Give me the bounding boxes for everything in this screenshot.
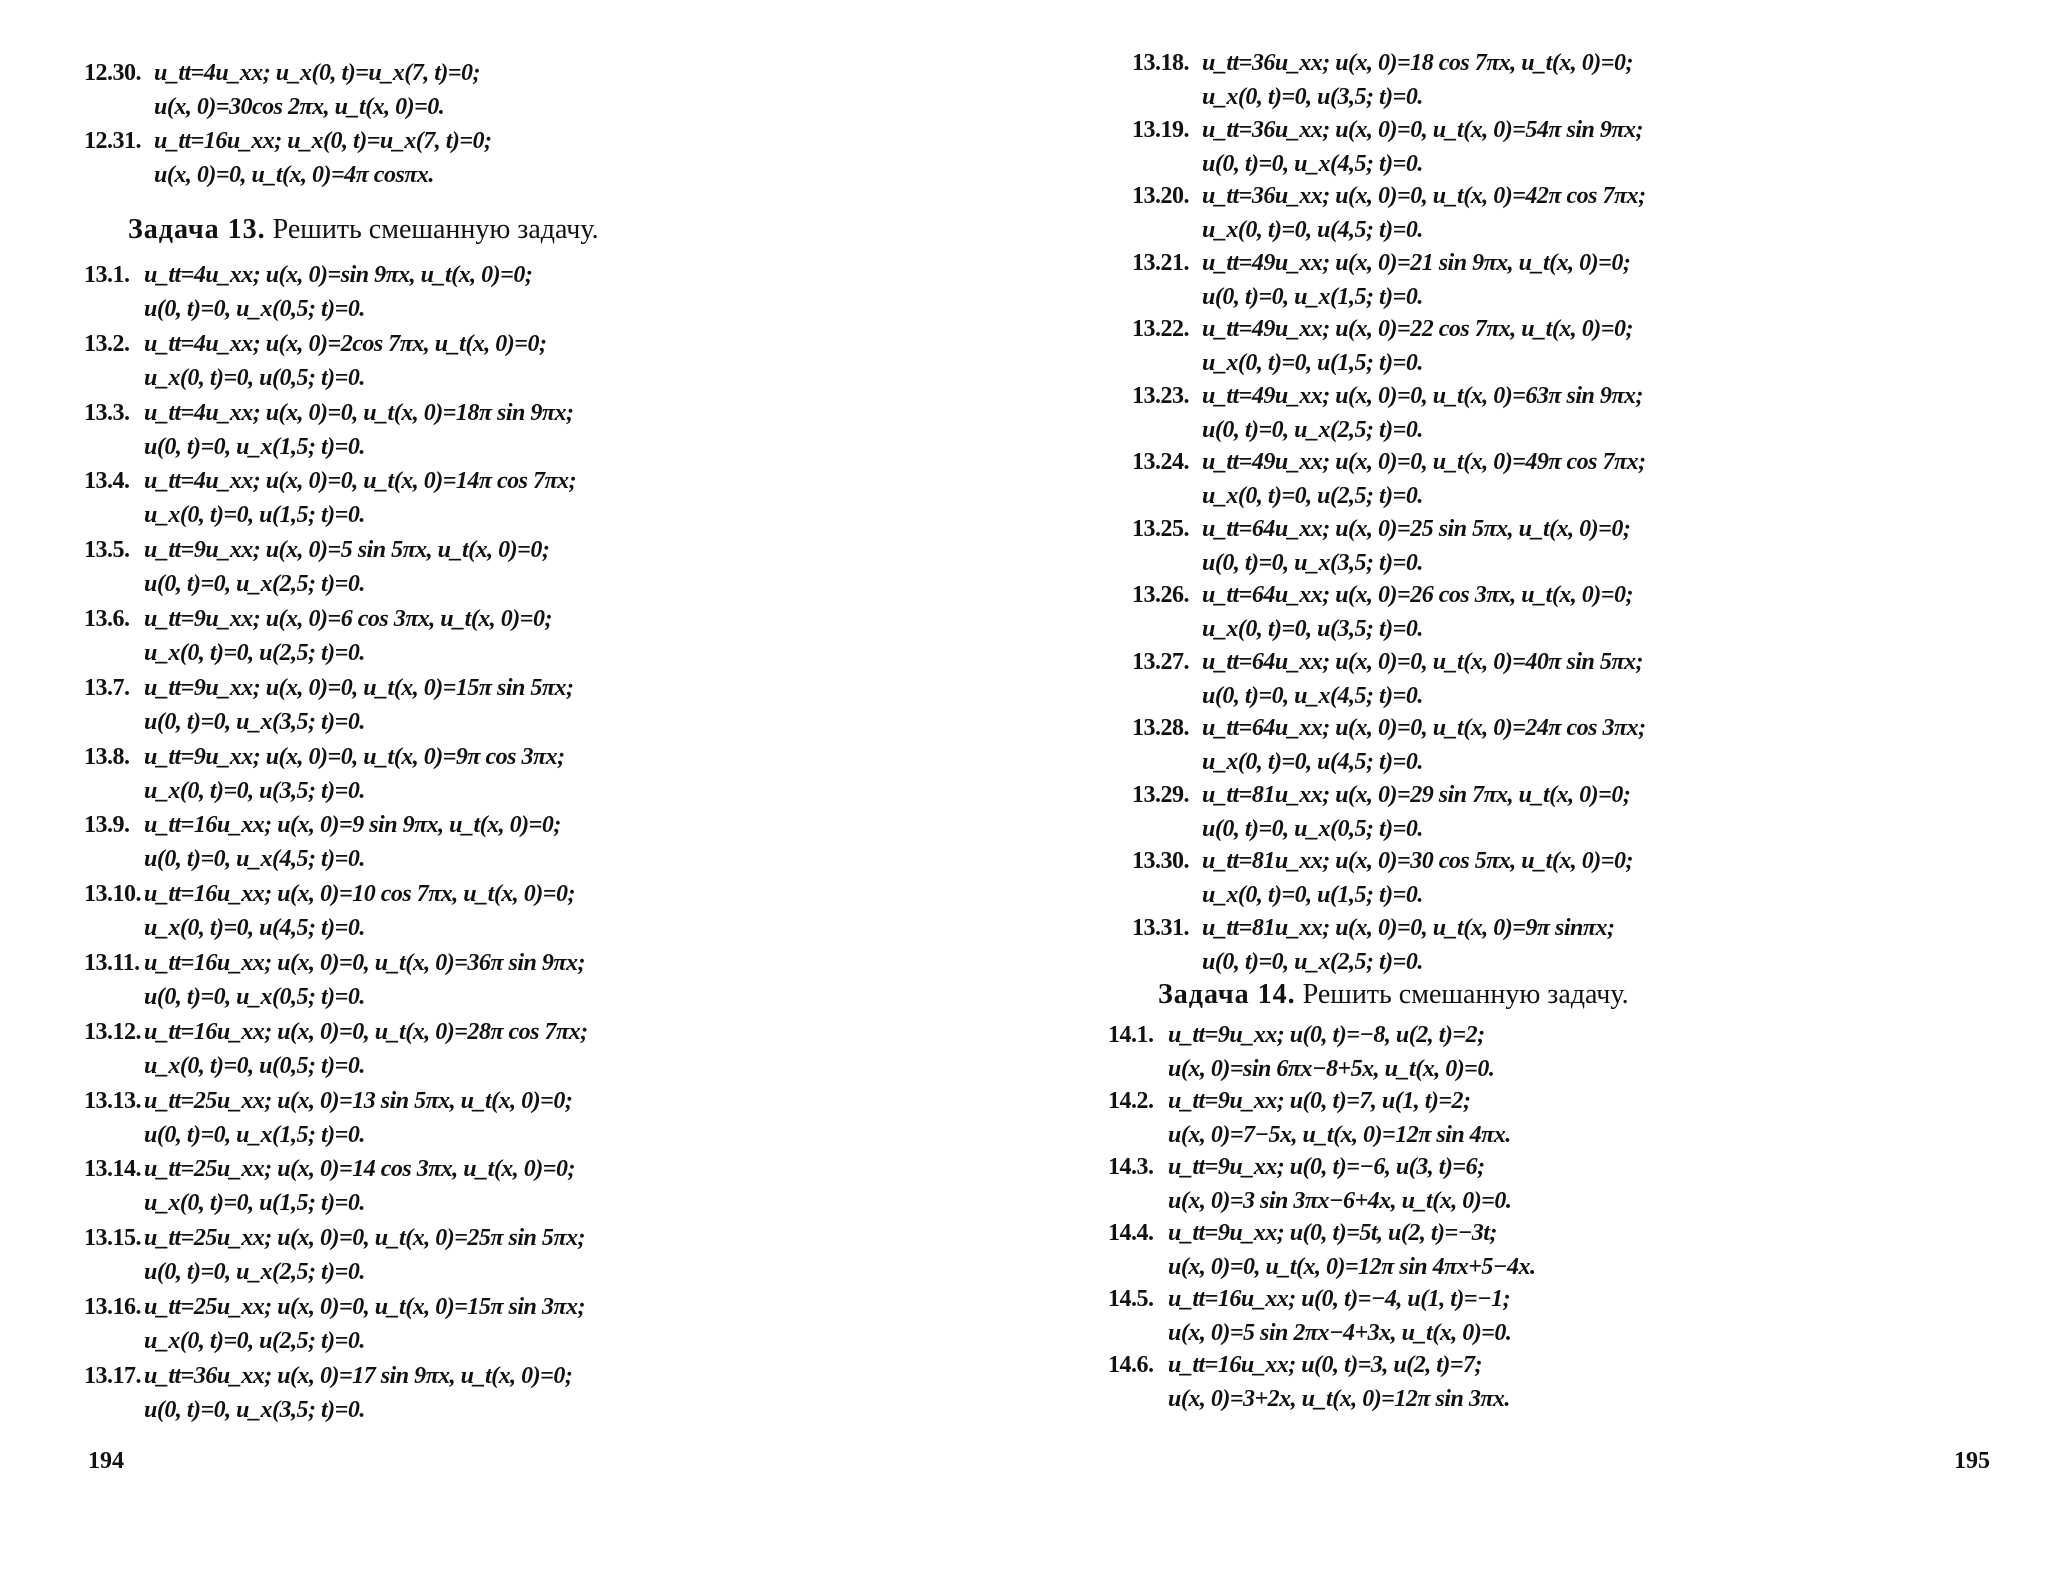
problem-number: 13.22.	[1132, 316, 1189, 342]
conditions-line: u(x, 0)=5 sin 2πx−4+3x, u_t(x, 0)=0.	[1168, 1320, 1512, 1346]
conditions-line: u(0, t)=0, u_x(3,5; t)=0.	[144, 708, 365, 735]
conditions-line: u_x(0, t)=0, u(0,5; t)=0.	[144, 364, 365, 391]
section-heading-13	[128, 212, 599, 248]
heading-label: Задача 13.	[128, 214, 266, 245]
equation-line: u_tt=25u_xx; u(x, 0)=0, u_t(x, 0)=15π sin 3πx;	[144, 1294, 585, 1320]
heading-text: Решить смешанную задачу.	[1302, 979, 1629, 1010]
equation-line: u_tt=4u_xx; u(x, 0)=0, u_t(x, 0)=18π sin 9πx;	[144, 399, 574, 426]
problem-number: 14.5.	[1108, 1286, 1154, 1312]
problem-number: 13.19.	[1132, 116, 1189, 143]
conditions-line: u(0, t)=0, u_x(1,5; t)=0.	[1202, 283, 1423, 310]
conditions-line: u(x, 0)=0, u_t(x, 0)=12π sin 4πx+5−4x.	[1168, 1254, 1536, 1280]
conditions-line: u(x, 0)=sin 6πx−8+5x, u_t(x, 0)=0.	[1168, 1056, 1495, 1082]
section-heading-14	[1158, 977, 1629, 1013]
equation-line: u_tt=16u_xx; u(x, 0)=9 sin 9πx, u_t(x, 0)=0;	[144, 812, 561, 839]
equation-line: u_tt=4u_xx; u(x, 0)=0, u_t(x, 0)=14π cos 7πx;	[144, 468, 577, 495]
conditions-line: u(0, t)=0, u_x(2,5; t)=0.	[144, 1259, 365, 1286]
problem-number: 13.24.	[1132, 449, 1189, 475]
conditions-line: u(0, t)=0, u_x(0,5; t)=0.	[1202, 815, 1423, 842]
equation-line: u_tt=25u_xx; u(x, 0)=14 cos 3πx, u_t(x, 0)=0;	[144, 1156, 575, 1183]
conditions-line: u(0, t)=0, u_x(1,5; t)=0.	[144, 1121, 365, 1148]
conditions-line: u_x(0, t)=0, u(1,5; t)=0.	[1202, 882, 1423, 908]
problem-number: 14.3.	[1108, 1154, 1154, 1180]
conditions-line: u(0, t)=0, u_x(2,5; t)=0.	[1202, 416, 1423, 443]
problem-number: 13.9.	[84, 812, 130, 839]
problem-number: 13.30.	[1132, 848, 1189, 874]
equation-line: u_tt=81u_xx; u(x, 0)=29 sin 7πx, u_t(x, 0)=0;	[1202, 781, 1631, 808]
equation-line: u_tt=16u_xx; u(x, 0)=0, u_t(x, 0)=28π cos 7πx;	[144, 1018, 588, 1045]
equation-line: u_tt=16u_xx; u(x, 0)=10 cos 7πx, u_t(x, 0)=0;	[144, 881, 575, 908]
conditions-line: u_x(0, t)=0, u(1,5; t)=0.	[144, 502, 365, 529]
conditions-line: u(x, 0)=3+2x, u_t(x, 0)=12π sin 3πx.	[1168, 1386, 1510, 1412]
equation-line: u_tt=25u_xx; u(x, 0)=13 sin 5πx, u_t(x, 0)=0;	[144, 1087, 573, 1114]
problem-number: 13.5.	[84, 537, 130, 564]
problem-number: 13.21.	[1132, 249, 1189, 276]
equation-line: u_tt=36u_xx; u(x, 0)=0, u_t(x, 0)=54π sin 9πx;	[1202, 116, 1643, 143]
equation-line: u_tt=9u_xx; u(0, t)=−6, u(3, t)=6;	[1168, 1154, 1485, 1180]
problem-number: 14.1.	[1108, 1022, 1154, 1048]
conditions-line: u_x(0, t)=0, u(4,5; t)=0.	[1202, 749, 1423, 775]
problem-number: 14.6.	[1108, 1352, 1154, 1378]
problem-number: 13.26.	[1132, 582, 1189, 608]
equation-line: u_tt=4u_xx; u_x(0, t)=u_x(7, t)=0;	[154, 60, 481, 86]
problem-number: 13.10.	[84, 881, 141, 908]
problem-number: 13.29.	[1132, 781, 1189, 808]
equation-line: u_tt=64u_xx; u(x, 0)=0, u_t(x, 0)=40π sin 5πx;	[1202, 648, 1643, 675]
problem-number: 13.16.	[84, 1294, 141, 1320]
heading-label: Задача 14.	[1158, 979, 1296, 1010]
equation-line: u_tt=49u_xx; u(x, 0)=0, u_t(x, 0)=49π cos 7πx;	[1202, 449, 1646, 475]
equation-line: u_tt=9u_xx; u(x, 0)=0, u_t(x, 0)=9π cos 3πx;	[144, 743, 565, 770]
conditions-line: u(x, 0)=0, u_t(x, 0)=4π cosπx.	[154, 162, 434, 188]
conditions-line: u_x(0, t)=0, u(0,5; t)=0.	[144, 1052, 365, 1079]
problem-number: 13.31.	[1132, 914, 1189, 941]
equation-line: u_tt=4u_xx; u(x, 0)=2cos 7πx, u_t(x, 0)=0;	[144, 330, 547, 357]
equation-line: u_tt=16u_xx; u_x(0, t)=u_x(7, t)=0;	[154, 128, 492, 154]
conditions-line: u(0, t)=0, u_x(0,5; t)=0.	[144, 984, 365, 1010]
problem-number: 13.20.	[1132, 183, 1189, 209]
problem-number: 13.13.	[84, 1087, 141, 1114]
problem-number: 12.31.	[84, 128, 141, 154]
equation-line: u_tt=9u_xx; u(0, t)=−8, u(2, t)=2;	[1168, 1022, 1485, 1048]
conditions-line: u_x(0, t)=0, u(2,5; t)=0.	[144, 640, 365, 666]
problem-number: 13.3.	[84, 399, 130, 426]
equation-line: u_tt=9u_xx; u(x, 0)=6 cos 3πx, u_t(x, 0)=0;	[144, 606, 552, 632]
conditions-line: u_x(0, t)=0, u(3,5; t)=0.	[1202, 84, 1423, 110]
conditions-line: u(0, t)=0, u_x(4,5; t)=0.	[1202, 682, 1423, 709]
conditions-line: u(0, t)=0, u_x(4,5; t)=0.	[144, 846, 365, 873]
equation-line: u_tt=16u_xx; u(0, t)=3, u(2, t)=7;	[1168, 1352, 1483, 1378]
equation-line: u_tt=81u_xx; u(x, 0)=0, u_t(x, 0)=9π sinπx;	[1202, 914, 1615, 941]
equation-line: u_tt=9u_xx; u(0, t)=7, u(1, t)=2;	[1168, 1088, 1471, 1114]
equation-line: u_tt=64u_xx; u(x, 0)=26 cos 3πx, u_t(x, 0)=0;	[1202, 582, 1633, 608]
problem-number: 13.7.	[84, 674, 130, 701]
problem-number: 14.4.	[1108, 1220, 1154, 1246]
equation-line: u_tt=4u_xx; u(x, 0)=sin 9πx, u_t(x, 0)=0;	[144, 262, 533, 288]
problem-number: 13.8.	[84, 743, 130, 770]
equation-line: u_tt=36u_xx; u(x, 0)=17 sin 9πx, u_t(x, 0)=0;	[144, 1362, 573, 1389]
equation-line: u_tt=49u_xx; u(x, 0)=21 sin 9πx, u_t(x, 0)=0;	[1202, 249, 1631, 276]
equation-line: u_tt=25u_xx; u(x, 0)=0, u_t(x, 0)=25π sin 5πx;	[144, 1225, 585, 1252]
equation-line: u_tt=81u_xx; u(x, 0)=30 cos 5πx, u_t(x, 0)=0;	[1202, 848, 1633, 874]
conditions-line: u_x(0, t)=0, u(2,5; t)=0.	[144, 1328, 365, 1354]
conditions-line: u(0, t)=0, u_x(3,5; t)=0.	[144, 1396, 365, 1423]
problem-number: 13.23.	[1132, 382, 1189, 409]
conditions-line: u_x(0, t)=0, u(4,5; t)=0.	[1202, 217, 1423, 243]
problem-number: 13.11.	[84, 950, 140, 976]
conditions-line: u(x, 0)=7−5x, u_t(x, 0)=12π sin 4πx.	[1168, 1122, 1511, 1148]
conditions-line: u_x(0, t)=0, u(2,5; t)=0.	[1202, 483, 1423, 509]
problem-number: 12.30.	[84, 60, 141, 86]
right-page	[1036, 0, 2072, 1579]
conditions-line: u_x(0, t)=0, u(1,5; t)=0.	[1202, 350, 1423, 376]
equation-line: u_tt=36u_xx; u(x, 0)=18 cos 7πx, u_t(x, 0)=0;	[1202, 50, 1633, 76]
conditions-line: u_x(0, t)=0, u(4,5; t)=0.	[144, 915, 365, 942]
heading-text: Решить смешанную задачу.	[272, 214, 599, 245]
problem-number: 13.6.	[84, 606, 130, 632]
problem-number: 13.15.	[84, 1225, 141, 1252]
equation-line: u_tt=16u_xx; u(0, t)=−4, u(1, t)=−1;	[1168, 1286, 1511, 1312]
equation-line: u_tt=9u_xx; u(x, 0)=5 sin 5πx, u_t(x, 0)=0;	[144, 537, 550, 564]
equation-line: u_tt=9u_xx; u(0, t)=5t, u(2, t)=−3t;	[1168, 1220, 1497, 1246]
problem-number: 13.14.	[84, 1156, 141, 1183]
page-number: 194	[88, 1448, 124, 1474]
problem-number: 13.17.	[84, 1362, 141, 1389]
conditions-line: u_x(0, t)=0, u(3,5; t)=0.	[1202, 616, 1423, 642]
equation-line: u_tt=16u_xx; u(x, 0)=0, u_t(x, 0)=36π sin 9πx;	[144, 950, 585, 976]
conditions-line: u(x, 0)=30cos 2πx, u_t(x, 0)=0.	[154, 94, 445, 120]
problem-number: 14.2.	[1108, 1088, 1154, 1114]
conditions-line: u(0, t)=0, u_x(2,5; t)=0.	[1202, 948, 1423, 975]
conditions-line: u_x(0, t)=0, u(3,5; t)=0.	[144, 777, 365, 804]
problem-number: 13.18.	[1132, 50, 1189, 76]
equation-line: u_tt=49u_xx; u(x, 0)=22 cos 7πx, u_t(x, 0)=0;	[1202, 316, 1633, 342]
equation-line: u_tt=9u_xx; u(x, 0)=0, u_t(x, 0)=15π sin 5πx;	[144, 674, 574, 701]
problem-number: 13.4.	[84, 468, 130, 495]
conditions-line: u(x, 0)=3 sin 3πx−6+4x, u_t(x, 0)=0.	[1168, 1188, 1512, 1214]
problem-number: 13.28.	[1132, 715, 1189, 741]
page-number: 195	[1954, 1448, 1990, 1474]
conditions-line: u(0, t)=0, u_x(2,5; t)=0.	[144, 571, 365, 598]
conditions-line: u(0, t)=0, u_x(1,5; t)=0.	[144, 433, 365, 460]
conditions-line: u(0, t)=0, u_x(0,5; t)=0.	[144, 296, 365, 322]
equation-line: u_tt=64u_xx; u(x, 0)=25 sin 5πx, u_t(x, 0)=0;	[1202, 515, 1631, 542]
problem-number: 13.1.	[84, 262, 130, 288]
equation-line: u_tt=49u_xx; u(x, 0)=0, u_t(x, 0)=63π sin 9πx;	[1202, 382, 1643, 409]
conditions-line: u(0, t)=0, u_x(3,5; t)=0.	[1202, 549, 1423, 576]
conditions-line: u(0, t)=0, u_x(4,5; t)=0.	[1202, 150, 1423, 177]
equation-line: u_tt=36u_xx; u(x, 0)=0, u_t(x, 0)=42π cos 7πx;	[1202, 183, 1646, 209]
problem-number: 13.2.	[84, 330, 130, 357]
problem-number: 13.12.	[84, 1018, 141, 1045]
conditions-line: u_x(0, t)=0, u(1,5; t)=0.	[144, 1190, 365, 1217]
problem-number: 13.27.	[1132, 648, 1189, 675]
equation-line: u_tt=64u_xx; u(x, 0)=0, u_t(x, 0)=24π cos 3πx;	[1202, 715, 1646, 741]
problem-number: 13.25.	[1132, 515, 1189, 542]
